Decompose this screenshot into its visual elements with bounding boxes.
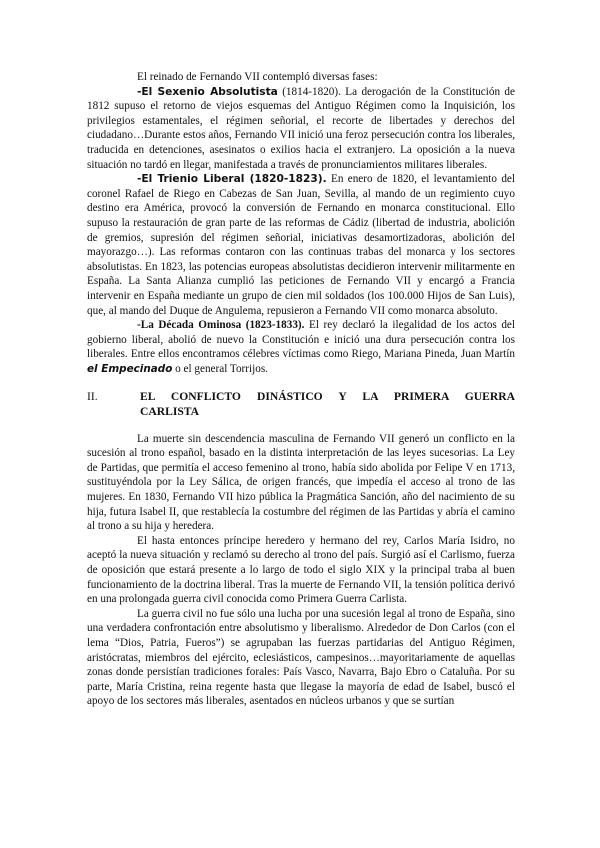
section-heading xyxy=(87,390,515,419)
document-body xyxy=(87,70,515,709)
phase-text-trienio: En enero de 1820, el levantamiento del coronel Rafael de Riego en Cabezas de San Juan, Sevilla, al mando de un regimiento cuyo destino era América, provocó la conversión de Fernando en monarca constitucional. Ello supuso la restauración de gran parte de las reformas de Cádiz (libertad de industria, abolición de gremios, supresión del régimen señorial, iniciativas desamortizadoras, abolición del mayorazgo…). Las reformas contaron con las continuas trabas del monarca y los sectores absolutistas. En 1823, las potencias europeas absolutistas decidieron intervenir militarmente en España. La Santa Alianza cumplió las peticiones de Fernando VII y encargó a Francia intervenir en España mediante un grupo de cien mil soldados (los 100.000 Hijos de San Luis), que, al mando del Duque de Angulema, repusieron a Fernando VII como monarca absoluto. xyxy=(87,173,515,317)
phase-lead-decada: -La Década Ominosa (1823-1833). xyxy=(137,319,305,332)
phase-emphasis-empecinado: el Empecinado xyxy=(87,362,173,375)
body-paragraph-succession: La muerte sin descendencia masculina de Fernando VII generó un conflicto en la sucesión al trono español, basado en la distinta interpretación de las leyes sucesorias. La Ley de Partidas, que permitía el acceso femenino al trono, había sido abolida por Felipe V en 1713, sustituyéndola por la Ley Sálica, de origen francés, que impedía el acceso al trono de las mujeres. En 1830, Fernando VII hizo pública la Pragmática Sanción, año del nacimiento de su hija, futura Isabel II, que restablecía la costumbre del régimen de las Partidas y abría el camino al trono a su hija y heredera. xyxy=(87,432,515,533)
phase-paragraph-decada xyxy=(87,318,515,376)
section-number: II. xyxy=(87,390,98,404)
phase-paragraph-sexenio xyxy=(87,85,515,173)
phase-text-decada: El rey declaró la ilegalidad de los actos del gobierno liberal, abolió de nuevo la Constitución e inició una dura persecución contra los liberales. Entre ellos encontramos célebres víctimas como Riego, Mariana Pineda, Juan Martín xyxy=(87,319,515,361)
phase-lead-trienio: -El Trienio Liberal (1820-1823). xyxy=(137,173,327,186)
body-paragraph-carlism: El hasta entonces príncipe heredero y hermano del rey, Carlos María Isidro, no aceptó la nueva situación y reclamó su derecho al trono del país. Surgió así el Carlismo, fuerza de oposición que estará presente a lo largo de todo el siglo XIX y la principal traba al buen funcionamiento de la doctrina liberal. Tras la muerte de Fernando VII, la tensión política derivó en una prolongada guerra civil conocida como Primera Guerra Carlista. xyxy=(87,534,515,606)
phase-text-sexenio: (1814-1820). La derogación de la Constitución de 1812 supuso el retorno de viejos esquemas del Antiguo Régimen como la Inquisición, los privilegios estamentales, el régimen señorial, el recorte de libertades y derechos del ciudadano…Durante estos años, Fernando VII inició una feroz persecución contra los liberales, traducida en detenciones, asesinatos o exilios hacia el extranjero. La oposición a la nueva situación no tardó en llegar, manifestada a través de pronunciamientos militares liberales. xyxy=(87,85,515,171)
body-paragraph-civil-war: La guerra civil no fue sólo una lucha por una sucesión legal al trono de España, sino una verdadera confrontación entre absolutismo y liberalismo. Alrededor de Don Carlos (con el lema “Dios, Patria, Fueros”) se agrupaban las fuerzas partidarias del Antiguo Régimen, aristócratas, miembros del ejército, eclesiásticos, campesinos…mayoritariamente de aquellas zonas donde persistían tradiciones forales: País Vasco, Navarra, Bajo Ebro o Cataluña. Por su parte, María Cristina, reina regente hasta que llegase la mayoría de edad de Isabel, buscó el apoyo de los sectores más liberales, asentados en núcleos urbanos y que se surtían xyxy=(87,607,515,708)
phase-text-decada-end: o el general Torrijos. xyxy=(172,362,268,375)
phase-lead-sexenio: -El Sexenio Absolutista xyxy=(137,85,278,98)
section-title: EL CONFLICTO DINÁSTICO Y LA PRIMERA GUERRA CARLISTA xyxy=(140,390,515,419)
intro-paragraph: El reinado de Fernando VII contempló diversas fases: xyxy=(137,71,378,83)
phase-paragraph-trienio xyxy=(87,172,515,318)
